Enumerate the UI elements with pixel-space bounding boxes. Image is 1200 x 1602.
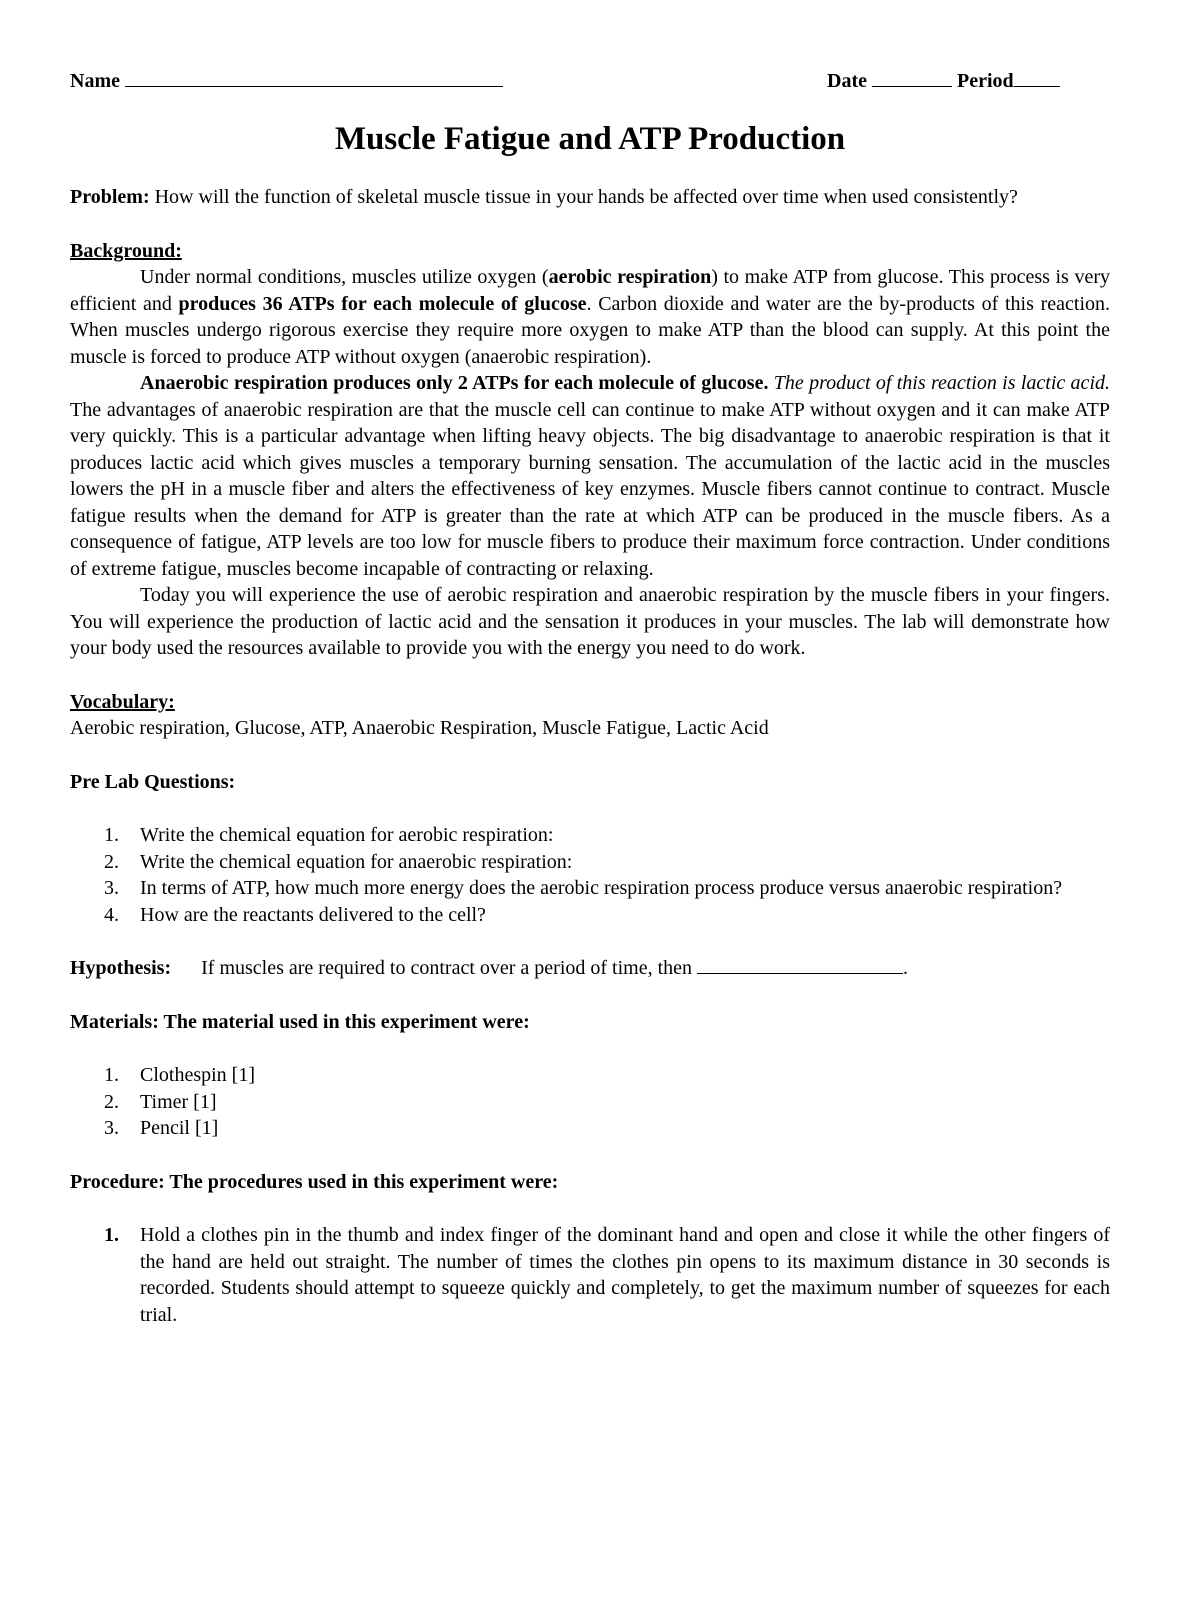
worksheet-page <box>70 70 1110 1328</box>
background-paragraph-1 <box>70 264 1110 370</box>
date-period-field <box>827 70 1060 93</box>
background-heading: Background: <box>70 239 182 262</box>
procedure-heading: Procedure: The procedures used in this experiment were: <box>70 1170 559 1193</box>
date-blank[interactable] <box>872 72 952 87</box>
period-label: Period <box>956 70 1014 92</box>
date-label: Date <box>827 70 867 92</box>
list-text: Write the chemical equation for aerobic respiration: <box>140 824 554 846</box>
list-item <box>70 822 1110 849</box>
hypothesis-label: Hypothesis: <box>70 957 172 979</box>
materials-heading: Materials: The material used in this experiment were: <box>70 1010 530 1033</box>
list-number: 4. <box>104 903 119 926</box>
bg-p2-bold: Anaerobic respiration produces only 2 ATPs for each molecule of glucose. <box>140 372 769 394</box>
list-number: 1. <box>104 824 119 846</box>
list-number: 1. <box>104 1224 119 1246</box>
period-blank[interactable] <box>1014 72 1060 87</box>
prelab-list <box>70 822 1110 928</box>
hypothesis-blank[interactable] <box>697 959 903 974</box>
bg-p1-bold-b: produces 36 ATPs for each molecule of glucose <box>178 292 587 315</box>
list-text: Clothespin [1] <box>140 1064 255 1086</box>
list-item <box>70 1115 1110 1142</box>
list-item <box>70 849 1110 876</box>
list-item <box>70 902 1110 929</box>
hypothesis-text: If muscles are required to contract over a period of time, then <box>201 957 693 979</box>
vocabulary-heading: Vocabulary: <box>70 690 175 713</box>
procedure-list <box>70 1222 1110 1328</box>
name-label: Name <box>70 70 120 92</box>
bg-p2-text: The advantages of anaerobic respiration are that the muscle cell can continue to make ATP without oxygen and it can make ATP very quickly. This is a particular advantage when lifting heavy objects. The big disadvantage to anaerobic respiration is that it produces lactic acid which gives muscles a temporary burning sensation. The accumulation of the lactic acid in the muscles lowers the pH in a muscle fiber and alters the effectiveness of key enzymes. Muscle fibers cannot continue to contract. Muscle fatigue results when the demand for ATP is greater than the rate at which ATP can be produced in the muscle fibers. As a consequence of fatigue, ATP levels are too low for muscle fibers to produce their maximum force contraction. Under conditions of extreme fatigue, muscles become incapable of contracting or relaxing. <box>70 398 1110 580</box>
hypothesis-end: . <box>903 957 909 979</box>
problem-text: How will the function of skeletal muscle tissue in your hands be affected over time when used consistently? <box>154 186 1018 208</box>
problem-section <box>70 184 1110 211</box>
list-text: Pencil [1] <box>140 1117 219 1139</box>
list-number: 3. <box>104 877 119 899</box>
prelab-heading: Pre Lab Questions: <box>70 770 236 793</box>
list-number: 3. <box>104 1117 119 1139</box>
name-blank[interactable] <box>125 72 503 87</box>
hypothesis-section <box>70 955 1110 982</box>
list-number: 2. <box>104 1090 119 1113</box>
list-text: How are the reactants delivered to the cell? <box>140 903 486 926</box>
list-number: 2. <box>104 850 119 873</box>
bg-p1-text-b: ) to make ATP from glucose. This process is very efficient and <box>70 266 1110 315</box>
materials-list <box>70 1062 1110 1142</box>
bg-p1-text-a: Under normal conditions, muscles utilize oxygen ( <box>140 266 549 288</box>
bg-p1-text-c: . Carbon dioxide and water are the by-products of this reaction. When muscles undergo rigorous exercise they require more oxygen to make ATP than the blood can supply. At this point the muscle is forced to produce ATP without oxygen (anaerobic respiration). <box>70 292 1111 368</box>
list-number: 1. <box>104 1064 119 1086</box>
name-field <box>70 70 503 93</box>
page-title: Muscle Fatigue and ATP Production <box>334 121 846 157</box>
list-text: Hold a clothes pin in the thumb and index finger of the dominant hand and open and close it while the other fingers of the hand are held out straight. The number of times the clothes pin opens to its maximum distance in 30 seconds is recorded. Students should attempt to squeeze quickly and completely, to get the maximum number of squeezes for each trial. <box>140 1224 1110 1326</box>
list-text: Timer [1] <box>140 1090 217 1113</box>
header-line <box>70 70 1110 100</box>
vocabulary-text: Aerobic respiration, Glucose, ATP, Anaerobic Respiration, Muscle Fatigue, Lactic Acid <box>70 717 769 739</box>
list-item <box>70 1222 1110 1328</box>
problem-label: Problem: <box>70 186 150 208</box>
list-text: Write the chemical equation for anaerobic respiration: <box>140 850 573 873</box>
list-item <box>70 1089 1110 1116</box>
list-text: In terms of ATP, how much more energy does the aerobic respiration process produce versus anaerobic respiration? <box>140 877 1063 899</box>
background-paragraph-2 <box>70 370 1110 582</box>
bg-p1-bold-a: aerobic respiration <box>548 266 712 288</box>
list-item <box>70 875 1110 902</box>
background-paragraph-3: Today you will experience the use of aerobic respiration and anaerobic respiration by the muscle fibers in your fingers. You will experience the production of lactic acid and the sensation it produces in your muscles. The lab will demonstrate how your body used the resources available to provide you with the energy you need to do work. <box>70 584 1110 659</box>
list-item <box>70 1062 1110 1089</box>
bg-p2-italic: The product of this reaction is lactic acid. <box>773 372 1110 394</box>
